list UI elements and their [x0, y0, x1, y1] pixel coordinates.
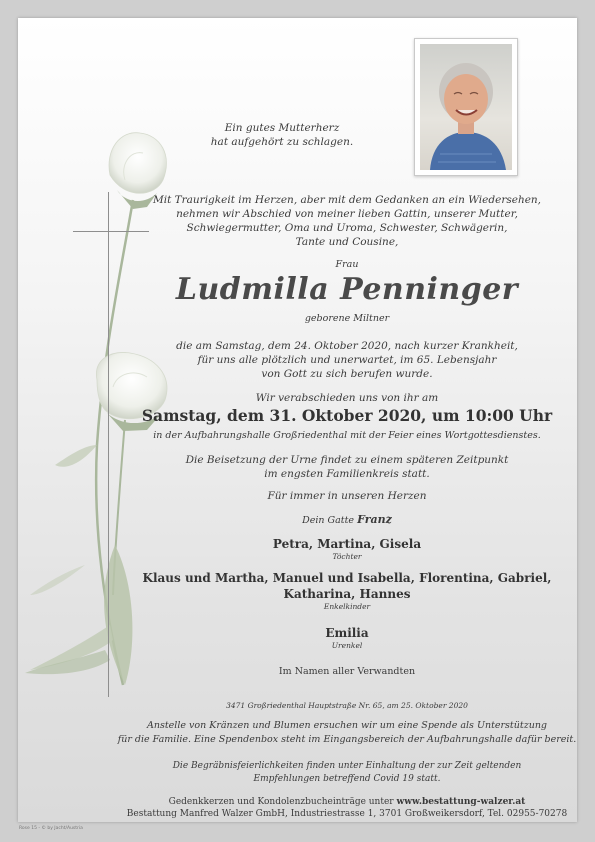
condolence-text: Gedenkkerzen und Kondolenzbucheinträge unter	[168, 797, 394, 807]
grandchildren-names-line-2: Katharina, Hannes	[283, 587, 411, 601]
ceremony-date: Samstag, dem 31. Oktober 2020, um 10:00 Uhr	[141, 406, 553, 425]
ceremony-place: in der Aufbahrungshalle Großriedenthal mit der Feier eines Wortgottesdienstes.	[153, 430, 541, 441]
relatives-line: Im Namen aller Verwandten	[278, 666, 416, 677]
grandchildren-label: Enkelkinder	[323, 602, 371, 611]
daughters-names: Petra, Martina, Gisela	[272, 537, 422, 551]
urn-notice-line-1: Die Beisetzung der Urne findet zu einem späteren Zeitpunkt	[185, 454, 509, 466]
image-credit: Rose 15 - © by Jacht/Austria	[19, 826, 83, 831]
covid-line-2: Empfehlungen betreffend Covid 19 statt.	[253, 774, 441, 784]
great-grandchild-name: Emilia	[325, 626, 369, 640]
daughters-label: Töchter	[332, 552, 362, 561]
salutation: Frau	[335, 259, 359, 270]
cross-vertical	[108, 192, 109, 697]
intro-line-1: Mit Traurigkeit im Herzen, aber mit dem Gedanken an ein Wiedersehen,	[152, 194, 542, 206]
birth-name: geborene Miltner	[304, 313, 390, 324]
grandchildren-names-line-1: Klaus und Martha, Manuel und Isabella, Florentina, Gabriel,	[142, 571, 552, 585]
husband-name: Franz	[357, 513, 392, 526]
forever-line: Für immer in unseren Herzen	[267, 490, 427, 502]
farewell-intro: Wir verabschieden uns von ihr am	[255, 392, 439, 404]
undertaker-line: Bestattung Manfred Walzer GmbH, Industriestrasse 1, 3701 Großweikersdorf, Tel. 02955-70278	[126, 809, 568, 819]
husband-label: Dein Gatte	[302, 515, 355, 526]
deceased-name: Ludmilla Penninger	[175, 272, 519, 307]
intro-line-3: Schwiegermutter, Oma und Uroma, Schwester, Schwägerin,	[186, 222, 508, 234]
portrait-photo-frame	[414, 38, 518, 176]
intro-line-4: Tante und Cousine,	[295, 236, 399, 248]
portrait-photo	[420, 44, 512, 170]
portrait-illustration	[420, 44, 512, 170]
intro-line-2: nehmen wir Abschied von meiner lieben Gattin, unserer Mutter,	[176, 208, 518, 220]
covid-line-1: Die Begräbnisfeierlichkeiten finden unter Einhaltung der zur Zeit geltenden	[172, 761, 522, 771]
great-grandchild-label: Urenkel	[331, 641, 363, 650]
urn-notice-line-2: im engsten Familienkreis statt.	[264, 468, 430, 480]
donation-line-1: Anstelle von Kränzen und Blumen ersuchen wir um eine Spende als Unterstützung	[146, 720, 548, 731]
address-line: 3471 Großriedenthal Hauptstraße Nr. 65, am 25. Oktober 2020	[226, 701, 468, 710]
death-notice-line-2: für uns alle plötzlich und unerwartet, im 65. Lebensjahr	[197, 354, 497, 366]
death-notice-line-3: von Gott zu sich berufen wurde.	[261, 368, 433, 380]
donation-line-2: für die Familie. Eine Spendenbox steht im Eingangsbereich der Aufbahrungshalle dafür bereit.	[117, 734, 577, 745]
death-notice-line-1: die am Samstag, dem 24. Oktober 2020, nach kurzer Krankheit,	[176, 340, 518, 352]
husband-line	[112, 513, 582, 527]
quote-line-1: Ein gutes Mutterherz	[224, 122, 340, 134]
quote-line-2: hat aufgehört zu schlagen.	[210, 136, 354, 148]
website-link[interactable]: www.bestattung-walzer.at	[396, 797, 526, 807]
